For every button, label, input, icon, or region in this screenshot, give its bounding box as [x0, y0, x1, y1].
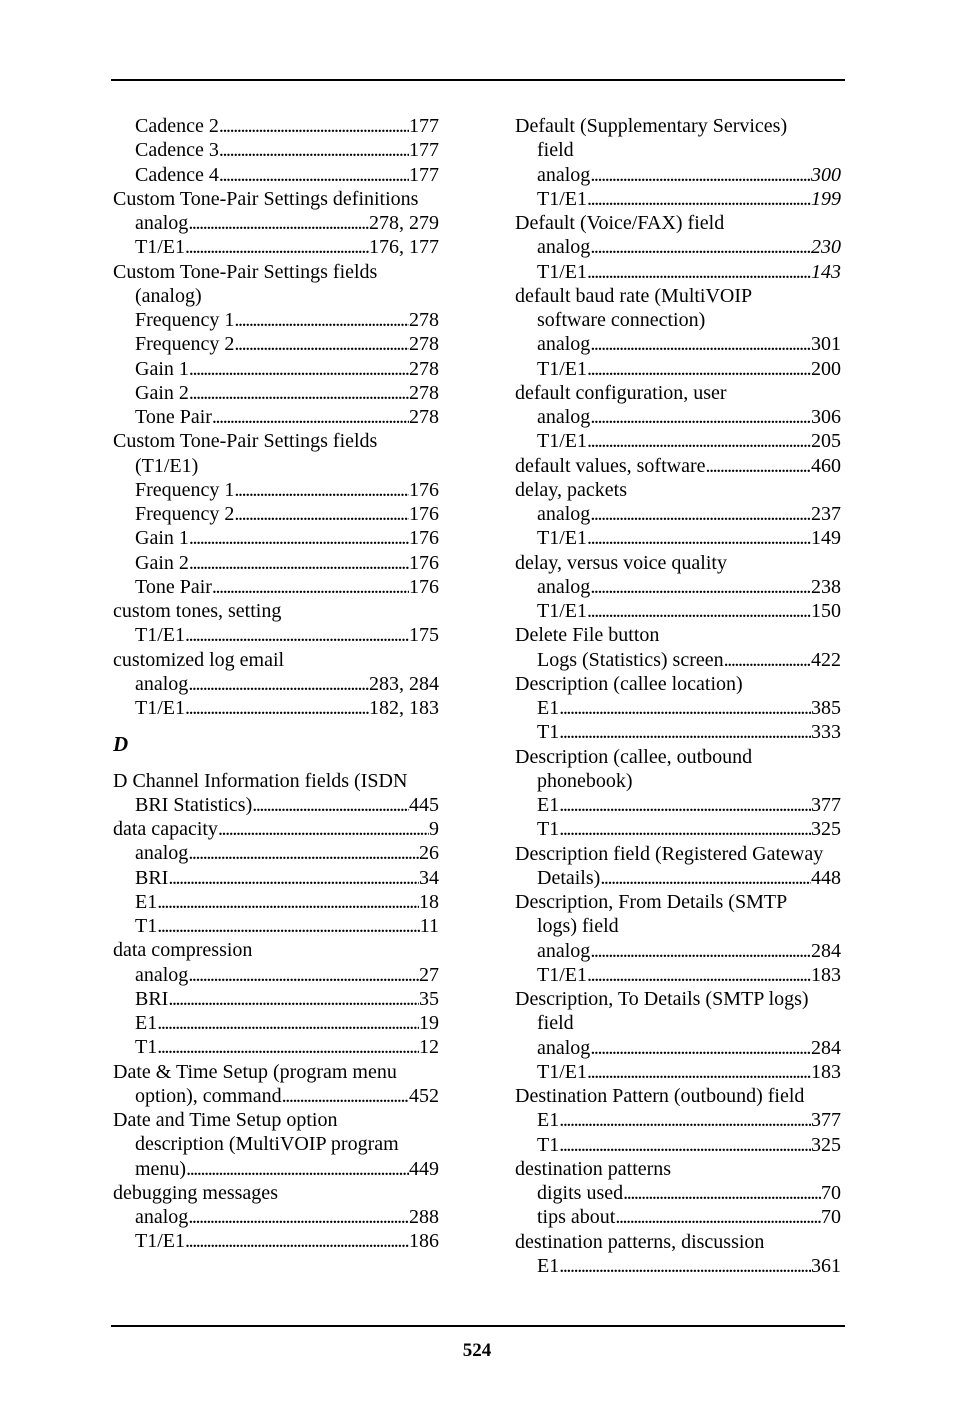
page-reference: 278, 279 [369, 212, 439, 234]
page-reference: 422 [811, 648, 841, 671]
entry-term: T1/E1 [537, 963, 587, 986]
page-reference: 278 [409, 333, 439, 356]
index-column-right [515, 114, 841, 1278]
dot-leader [587, 599, 811, 623]
index-subentry [113, 793, 439, 817]
dot-leader [185, 1229, 409, 1253]
index-subentry [113, 987, 439, 1011]
dot-leader [219, 138, 409, 162]
index-heading-continuation: (T1/E1) [135, 454, 199, 477]
page-reference: 385 [811, 697, 841, 719]
index-heading: delay, versus voice quality [515, 551, 727, 574]
entry-term: T1/E1 [537, 260, 587, 283]
entry-term: T1/E1 [537, 527, 587, 550]
entry-term: analog [537, 1036, 591, 1059]
entry-term: Gain 1 [135, 357, 189, 380]
entry-term: T1/E1 [537, 357, 587, 380]
index-subentry [113, 308, 439, 332]
entry-term: digits used [537, 1182, 624, 1204]
entry-term: Cadence 3 [135, 139, 219, 162]
entry-term: Logs (Statistics) screen [537, 648, 724, 671]
page-reference: 9 [429, 818, 439, 840]
page-reference: 177 [409, 115, 439, 137]
index-subentry [515, 526, 841, 550]
dot-leader [590, 235, 811, 259]
index-subentry [515, 793, 841, 817]
page-reference: 278 [409, 406, 439, 428]
dot-leader [234, 332, 409, 356]
dot-leader [212, 405, 409, 429]
page-reference: 278 [409, 381, 439, 404]
index-subentry [113, 963, 439, 987]
index-subentry [113, 235, 439, 259]
dot-leader [168, 987, 419, 1011]
index-subentry [113, 405, 439, 429]
header-rule [111, 79, 845, 81]
entry-term: Details) [537, 866, 601, 889]
page-reference: 150 [811, 600, 841, 622]
index-heading: default baud rate (MultiVOIP [515, 284, 753, 307]
page-reference: 26 [419, 842, 439, 865]
page-reference: 200 [811, 357, 841, 380]
entry-term: BRI [135, 866, 169, 889]
dot-leader [590, 332, 811, 356]
index-heading: delay, packets [515, 478, 627, 501]
page-reference: 230 [811, 236, 841, 259]
index-heading: Default (Voice/FAX) field [515, 212, 725, 234]
page-reference: 12 [419, 1036, 439, 1059]
page-reference: 278 [409, 357, 439, 380]
index-subentry [515, 1060, 841, 1084]
entry-term: T1/E1 [135, 624, 185, 647]
index-subentry [515, 502, 841, 526]
dot-leader [157, 1011, 419, 1035]
dot-leader [600, 866, 811, 890]
index-heading: Date and Time Setup option [113, 1109, 338, 1131]
footer-rule [111, 1325, 845, 1327]
entry-term: T1/E1 [135, 697, 185, 719]
page-reference: 325 [811, 1133, 841, 1156]
entry-term: E1 [135, 1012, 158, 1034]
dot-leader [705, 454, 811, 478]
entry-term: E1 [537, 1109, 560, 1132]
entry-term: Frequency 1 [135, 478, 235, 501]
index-heading: custom tones, setting [113, 600, 282, 622]
index-heading: debugging messages [113, 1181, 278, 1204]
entry-term: data capacity [113, 818, 218, 840]
page-reference: 175 [409, 624, 439, 647]
page-reference: 238 [811, 575, 841, 598]
index-heading: data compression [113, 939, 253, 962]
index-subentry [515, 1205, 841, 1229]
entry-term: E1 [537, 697, 560, 719]
entry-term: menu) [135, 1157, 187, 1180]
page-reference: 70 [821, 1206, 841, 1229]
index-heading: customized log email [113, 648, 285, 671]
page-reference: 300 [811, 163, 841, 186]
index-subentry [113, 1035, 439, 1059]
page-reference: 27 [419, 963, 439, 986]
index-subentry [113, 138, 439, 162]
page-reference: 237 [811, 503, 841, 525]
index-heading: Custom Tone-Pair Settings fields [113, 430, 378, 453]
index-subentry [515, 332, 841, 356]
entry-term: BRI Statistics) [135, 793, 253, 816]
index-subentry [113, 866, 439, 890]
index-heading-continuation: software connection) [537, 309, 706, 331]
dot-leader [157, 914, 420, 938]
entry-term: E1 [135, 890, 158, 913]
dot-leader [559, 793, 811, 817]
dot-leader [559, 1254, 811, 1278]
dot-leader [185, 623, 409, 647]
dot-leader [188, 211, 369, 235]
dot-leader [234, 478, 409, 502]
dot-leader [189, 526, 409, 550]
dot-leader [168, 866, 419, 890]
entry-term: analog [135, 212, 189, 234]
index-heading-continuation: field [537, 139, 574, 162]
page-reference: 448 [811, 866, 841, 889]
index-subentry [515, 963, 841, 987]
index-heading: destination patterns, discussion [515, 1230, 765, 1253]
index-subentry [515, 1108, 841, 1132]
entry-term: analog [135, 1206, 189, 1228]
dot-leader [615, 1205, 821, 1229]
page-reference: 35 [419, 987, 439, 1010]
dot-leader [559, 720, 811, 744]
page-reference: 176 [409, 527, 439, 550]
index-entry [515, 454, 841, 478]
entry-term: E1 [537, 1254, 560, 1277]
entry-term: Cadence 4 [135, 163, 219, 186]
index-subentry [515, 1036, 841, 1060]
index-subentry [515, 357, 841, 381]
index-heading-continuation: phonebook) [537, 769, 633, 792]
page-reference: 452 [409, 1084, 439, 1107]
page-reference: 377 [811, 1109, 841, 1132]
dot-leader [185, 235, 369, 259]
entry-term: analog [135, 842, 189, 865]
index-subentry [515, 1254, 841, 1278]
dot-leader [587, 429, 811, 453]
index-heading: Delete File button [515, 624, 660, 647]
entry-term: Tone Pair [135, 575, 212, 598]
index-subentry [515, 575, 841, 599]
index-subentry [113, 381, 439, 405]
index-heading-continuation: field [537, 1012, 574, 1035]
dot-leader [587, 1060, 811, 1084]
index-subentry [515, 817, 841, 841]
page-reference: 445 [409, 793, 439, 816]
dot-leader [590, 405, 811, 429]
page-reference: 284 [811, 939, 841, 962]
index-subentry [113, 672, 439, 696]
dot-leader [590, 163, 811, 187]
section-letter: D [113, 732, 129, 757]
page-reference: 143 [811, 260, 841, 283]
page-reference: 34 [419, 866, 439, 889]
dot-leader [189, 381, 409, 405]
index-heading: Description, To Details (SMTP logs) [515, 988, 809, 1010]
entry-term: analog [135, 963, 189, 986]
dot-leader [623, 1181, 821, 1205]
index-subentry [515, 429, 841, 453]
entry-term: Gain 2 [135, 381, 189, 404]
entry-term: analog [537, 939, 591, 962]
entry-term: T1 [135, 1036, 158, 1059]
entry-term: analog [537, 406, 591, 428]
index-column-left [113, 114, 439, 1254]
dot-leader [157, 1035, 419, 1059]
index-subentry [113, 357, 439, 381]
entry-term: default values, software [515, 454, 706, 477]
dot-leader [559, 817, 811, 841]
index-entry [113, 817, 439, 841]
index-subentry [515, 939, 841, 963]
index-subentry [113, 575, 439, 599]
index-heading-continuation: description (MultiVOIP program [135, 1133, 399, 1156]
entry-term: analog [537, 163, 591, 186]
index-subentry [113, 211, 439, 235]
dot-leader [587, 187, 811, 211]
entry-term: Frequency 1 [135, 309, 235, 331]
page-reference: 306 [811, 406, 841, 428]
index-subentry [515, 235, 841, 259]
dot-leader [559, 696, 811, 720]
index-heading: default configuration, user [515, 381, 727, 404]
entry-term: T1/E1 [537, 1060, 587, 1083]
entry-term: Cadence 2 [135, 115, 219, 137]
entry-term: T1 [537, 818, 560, 841]
dot-leader [189, 551, 409, 575]
index-heading: Custom Tone-Pair Settings fields [113, 260, 378, 283]
page-reference: 18 [419, 890, 439, 913]
dot-leader [188, 1205, 409, 1229]
dot-leader [212, 575, 409, 599]
dot-leader [188, 963, 419, 987]
dot-leader [219, 163, 409, 187]
index-subentry [113, 1205, 439, 1229]
entry-term: T1 [537, 1133, 560, 1156]
page-number: 524 [462, 1340, 492, 1361]
entry-term: tips about [537, 1206, 616, 1229]
index-heading: Description, From Details (SMTP [515, 891, 788, 913]
page-reference: 176 [409, 575, 439, 598]
dot-leader [234, 308, 409, 332]
dot-leader [590, 502, 811, 526]
page-reference: 176, 177 [369, 236, 439, 259]
page-reference: 377 [811, 794, 841, 816]
dot-leader [185, 696, 369, 720]
entry-term: analog [537, 236, 591, 259]
index-subentry [113, 502, 439, 526]
entry-term: T1/E1 [537, 187, 587, 210]
page-reference: 460 [811, 454, 841, 477]
dot-leader [559, 1108, 811, 1132]
page-reference: 449 [409, 1157, 439, 1180]
dot-leader [587, 963, 811, 987]
entry-term: Frequency 2 [135, 503, 235, 525]
page-reference: 361 [811, 1254, 841, 1277]
index-subentry [113, 890, 439, 914]
dot-leader [252, 793, 409, 817]
index-subentry [515, 187, 841, 211]
entry-term: BRI [135, 987, 169, 1010]
index-subentry [113, 841, 439, 865]
page-reference: 176 [409, 503, 439, 525]
index-subentry [113, 551, 439, 575]
index-subentry [515, 1181, 841, 1205]
index-subentry [113, 1011, 439, 1035]
index-heading-continuation: logs) field [537, 915, 619, 938]
page-reference: 11 [419, 915, 439, 937]
index-heading: Date & Time Setup (program menu [113, 1060, 397, 1083]
dot-leader [186, 1157, 409, 1181]
index-heading: Description (callee location) [515, 672, 743, 695]
page-reference: 283, 284 [369, 672, 439, 695]
index-subentry [113, 1157, 439, 1181]
index-subentry [113, 114, 439, 138]
page-reference: 333 [811, 721, 841, 744]
entry-term: Frequency 2 [135, 333, 235, 356]
index-heading: Description field (Registered Gateway [515, 842, 824, 865]
dot-leader [590, 1036, 811, 1060]
dot-leader [218, 817, 429, 841]
dot-leader [188, 672, 369, 696]
index-heading: Custom Tone-Pair Settings definitions [113, 187, 419, 210]
index-heading: Default (Supplementary Services) [515, 115, 788, 137]
index-subentry [515, 720, 841, 744]
dot-leader [559, 1133, 811, 1157]
page-reference: 149 [811, 527, 841, 550]
index-subentry [113, 623, 439, 647]
page-reference: 183 [811, 963, 841, 986]
page-reference: 70 [821, 1182, 841, 1204]
entry-term: T1/E1 [135, 1230, 185, 1253]
index-subentry [113, 1229, 439, 1253]
index-heading: Description (callee, outbound [515, 745, 753, 768]
dot-leader [590, 939, 811, 963]
dot-leader [189, 357, 409, 381]
dot-leader [587, 526, 811, 550]
entry-term: analog [537, 575, 591, 598]
page-reference: 278 [409, 309, 439, 331]
index-heading: destination patterns [515, 1157, 672, 1180]
page-reference: 176 [409, 551, 439, 574]
page-reference: 177 [409, 163, 439, 186]
dot-leader [188, 841, 419, 865]
index-subentry [113, 1084, 439, 1108]
entry-term: Gain 1 [135, 527, 189, 550]
entry-term: T1/E1 [537, 430, 587, 453]
page-reference: 199 [811, 187, 841, 210]
index-heading: Destination Pattern (outbound) field [515, 1085, 805, 1107]
page-reference: 182, 183 [369, 697, 439, 719]
index-subentry [113, 332, 439, 356]
entry-term: analog [537, 503, 591, 525]
entry-term: analog [135, 672, 189, 695]
index-subentry [515, 648, 841, 672]
index-subentry [515, 163, 841, 187]
index-subentry [113, 914, 439, 938]
index-subentry [515, 260, 841, 284]
index-heading-continuation: (analog) [135, 284, 202, 307]
index-subentry [515, 599, 841, 623]
index-subentry [515, 866, 841, 890]
entry-term: T1/E1 [537, 600, 587, 622]
entry-term: E1 [537, 794, 560, 816]
dot-leader [590, 575, 811, 599]
index-subentry [113, 478, 439, 502]
page-reference: 176 [409, 478, 439, 501]
index-subentry [515, 405, 841, 429]
page-reference: 19 [419, 1012, 439, 1034]
page-reference: 301 [811, 333, 841, 356]
entry-term: Gain 2 [135, 551, 189, 574]
entry-term: Tone Pair [135, 406, 212, 428]
page-reference: 183 [811, 1060, 841, 1083]
index-subentry [515, 696, 841, 720]
entry-term: analog [537, 333, 591, 356]
dot-leader [587, 260, 811, 284]
dot-leader [587, 357, 811, 381]
dot-leader [282, 1084, 409, 1108]
dot-leader [157, 890, 419, 914]
index-subentry [113, 696, 439, 720]
entry-term: option), command [135, 1084, 282, 1107]
page-reference: 325 [811, 818, 841, 841]
index-heading: D Channel Information fields (ISDN [113, 769, 408, 792]
index-subentry [515, 1133, 841, 1157]
entry-term: T1 [537, 721, 560, 744]
page-reference: 288 [409, 1206, 439, 1228]
page-reference: 186 [409, 1230, 439, 1253]
dot-leader [724, 648, 811, 672]
dot-leader [234, 502, 409, 526]
dot-leader [219, 114, 409, 138]
entry-term: T1/E1 [135, 236, 185, 259]
page-reference: 177 [409, 139, 439, 162]
entry-term: T1 [135, 915, 158, 937]
index-subentry [113, 163, 439, 187]
page-reference: 284 [811, 1036, 841, 1059]
index-subentry [113, 526, 439, 550]
page-reference: 205 [811, 430, 841, 453]
